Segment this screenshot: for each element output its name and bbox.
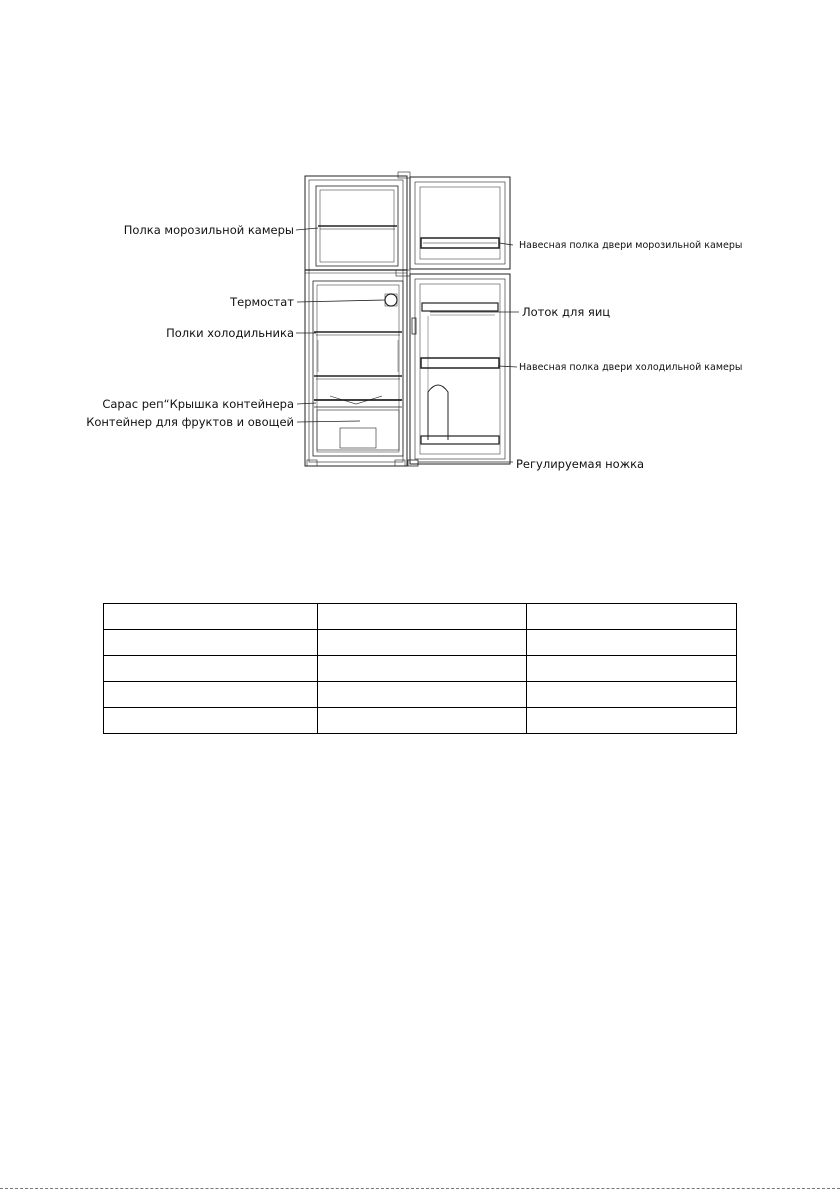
table-row — [104, 656, 737, 682]
fridge-door-shelf — [421, 358, 499, 368]
label-thermostat: Термостат — [230, 295, 294, 309]
refrigerator-diagram — [0, 0, 840, 520]
fridge-doors — [408, 177, 510, 466]
table-cell — [104, 656, 318, 682]
table-cell — [527, 630, 737, 656]
specs-table — [103, 603, 737, 734]
table-cell — [527, 682, 737, 708]
table-row — [104, 604, 737, 630]
label-freezer-door-shelf: Навесная полка двери морозильной камеры — [519, 240, 743, 251]
label-crisper-cover: Сарас реп“Крышка контейнера — [102, 397, 294, 411]
table-cell — [318, 604, 527, 630]
table-cell — [527, 708, 737, 734]
label-fridge-shelves: Полки холодильника — [166, 326, 294, 340]
table-row — [104, 708, 737, 734]
label-egg-tray: Лоток для яиц — [522, 305, 611, 319]
table-cell — [104, 630, 318, 656]
table-cell — [104, 708, 318, 734]
egg-tray — [422, 303, 498, 311]
table-cell — [318, 682, 527, 708]
table-cell — [318, 708, 527, 734]
page-bottom-rule — [0, 1188, 840, 1189]
table-row — [104, 682, 737, 708]
table-cell — [527, 656, 737, 682]
label-crisper: Контейнер для фруктов и овощей — [86, 415, 294, 429]
label-freezer-shelf: Полка морозильной камеры — [123, 223, 294, 237]
table-cell — [104, 682, 318, 708]
label-fridge-door-shelf: Навесная полка двери холодильной камеры — [519, 362, 743, 373]
table-cell — [527, 604, 737, 630]
label-adjustable-foot: Регулируемая ножка — [516, 457, 645, 471]
thermostat — [385, 294, 397, 306]
table-cell — [104, 604, 318, 630]
table-cell — [318, 630, 527, 656]
table-row — [104, 630, 737, 656]
table-cell — [318, 656, 527, 682]
crisper — [317, 410, 399, 450]
